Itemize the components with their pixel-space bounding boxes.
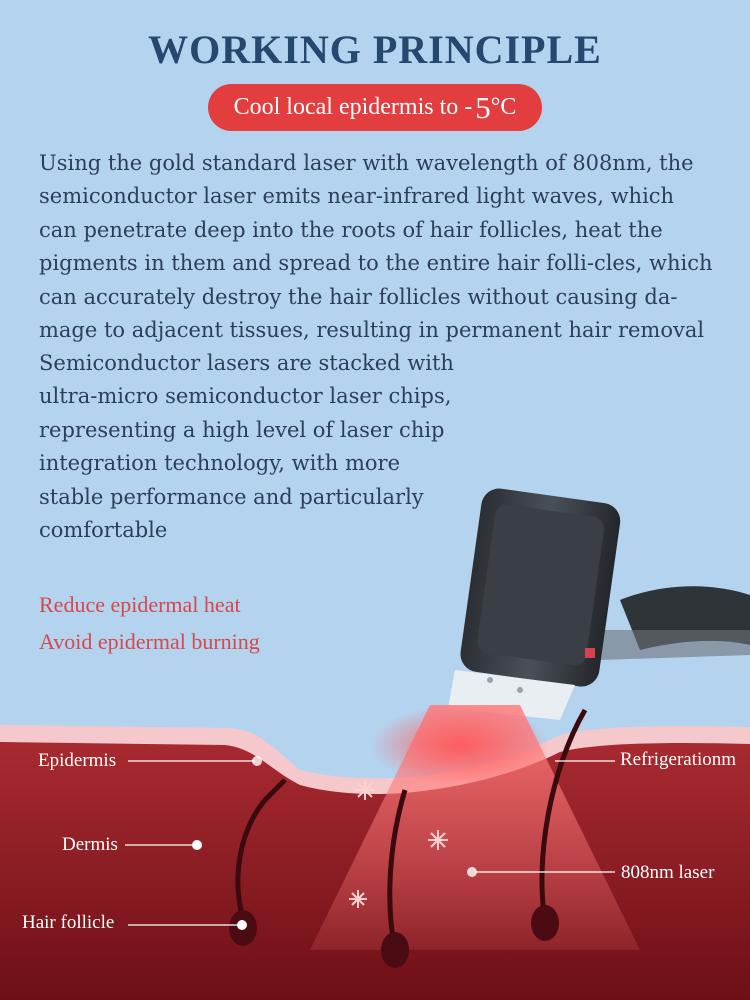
- cooling-badge: [208, 84, 542, 131]
- label-hair-follicle: Hair follicle: [22, 912, 115, 933]
- laser-handpiece-icon: [448, 486, 750, 720]
- benefit-reduce-heat: Reduce epidermal heat: [39, 592, 241, 617]
- label-epidermis: Epidermis: [38, 750, 117, 771]
- paragraph-line: ultra-micro semiconductor laser chips,: [39, 384, 452, 409]
- paragraph-line: semiconductor laser emits near-infrared light waves, which: [39, 184, 675, 209]
- badge-prefix: Cool local epidermis to -: [233, 94, 473, 120]
- paragraph-line: pigments in them and spread to the entire hair folli-cles, which: [39, 251, 713, 276]
- label-refrigeration: Refrigerationm: [620, 749, 737, 770]
- benefit-avoid-burning: Avoid epidermal burning: [39, 629, 260, 654]
- paragraph-line: can accurately destroy the hair follicles without causing da-: [39, 284, 678, 309]
- paragraph-line: integration technology, with more: [39, 451, 401, 476]
- paragraph-line: mage to adjacent tissues, resulting in permanent hair removal: [39, 318, 705, 343]
- paragraph-line: Using the gold standard laser with wavelength of 808nm, the: [39, 151, 694, 175]
- label-dermis: Dermis: [62, 834, 118, 855]
- badge-value: 5: [475, 89, 491, 125]
- badge-unit: °C: [490, 94, 517, 120]
- paragraph-line: Semiconductor lasers are stacked with: [39, 351, 454, 375]
- paragraph-line: stable performance and particularly: [39, 484, 424, 509]
- description-paragraph: [39, 147, 713, 347]
- page-title: WORKING PRINCIPLE: [148, 27, 602, 72]
- paragraph-line: comfortable: [39, 518, 168, 543]
- paragraph-line: can penetrate deep into the roots of hair follicles, heat the: [39, 217, 663, 242]
- paragraph-line: representing a high level of laser chip: [39, 417, 445, 442]
- label-808nm-laser: 808nm laser: [621, 862, 715, 883]
